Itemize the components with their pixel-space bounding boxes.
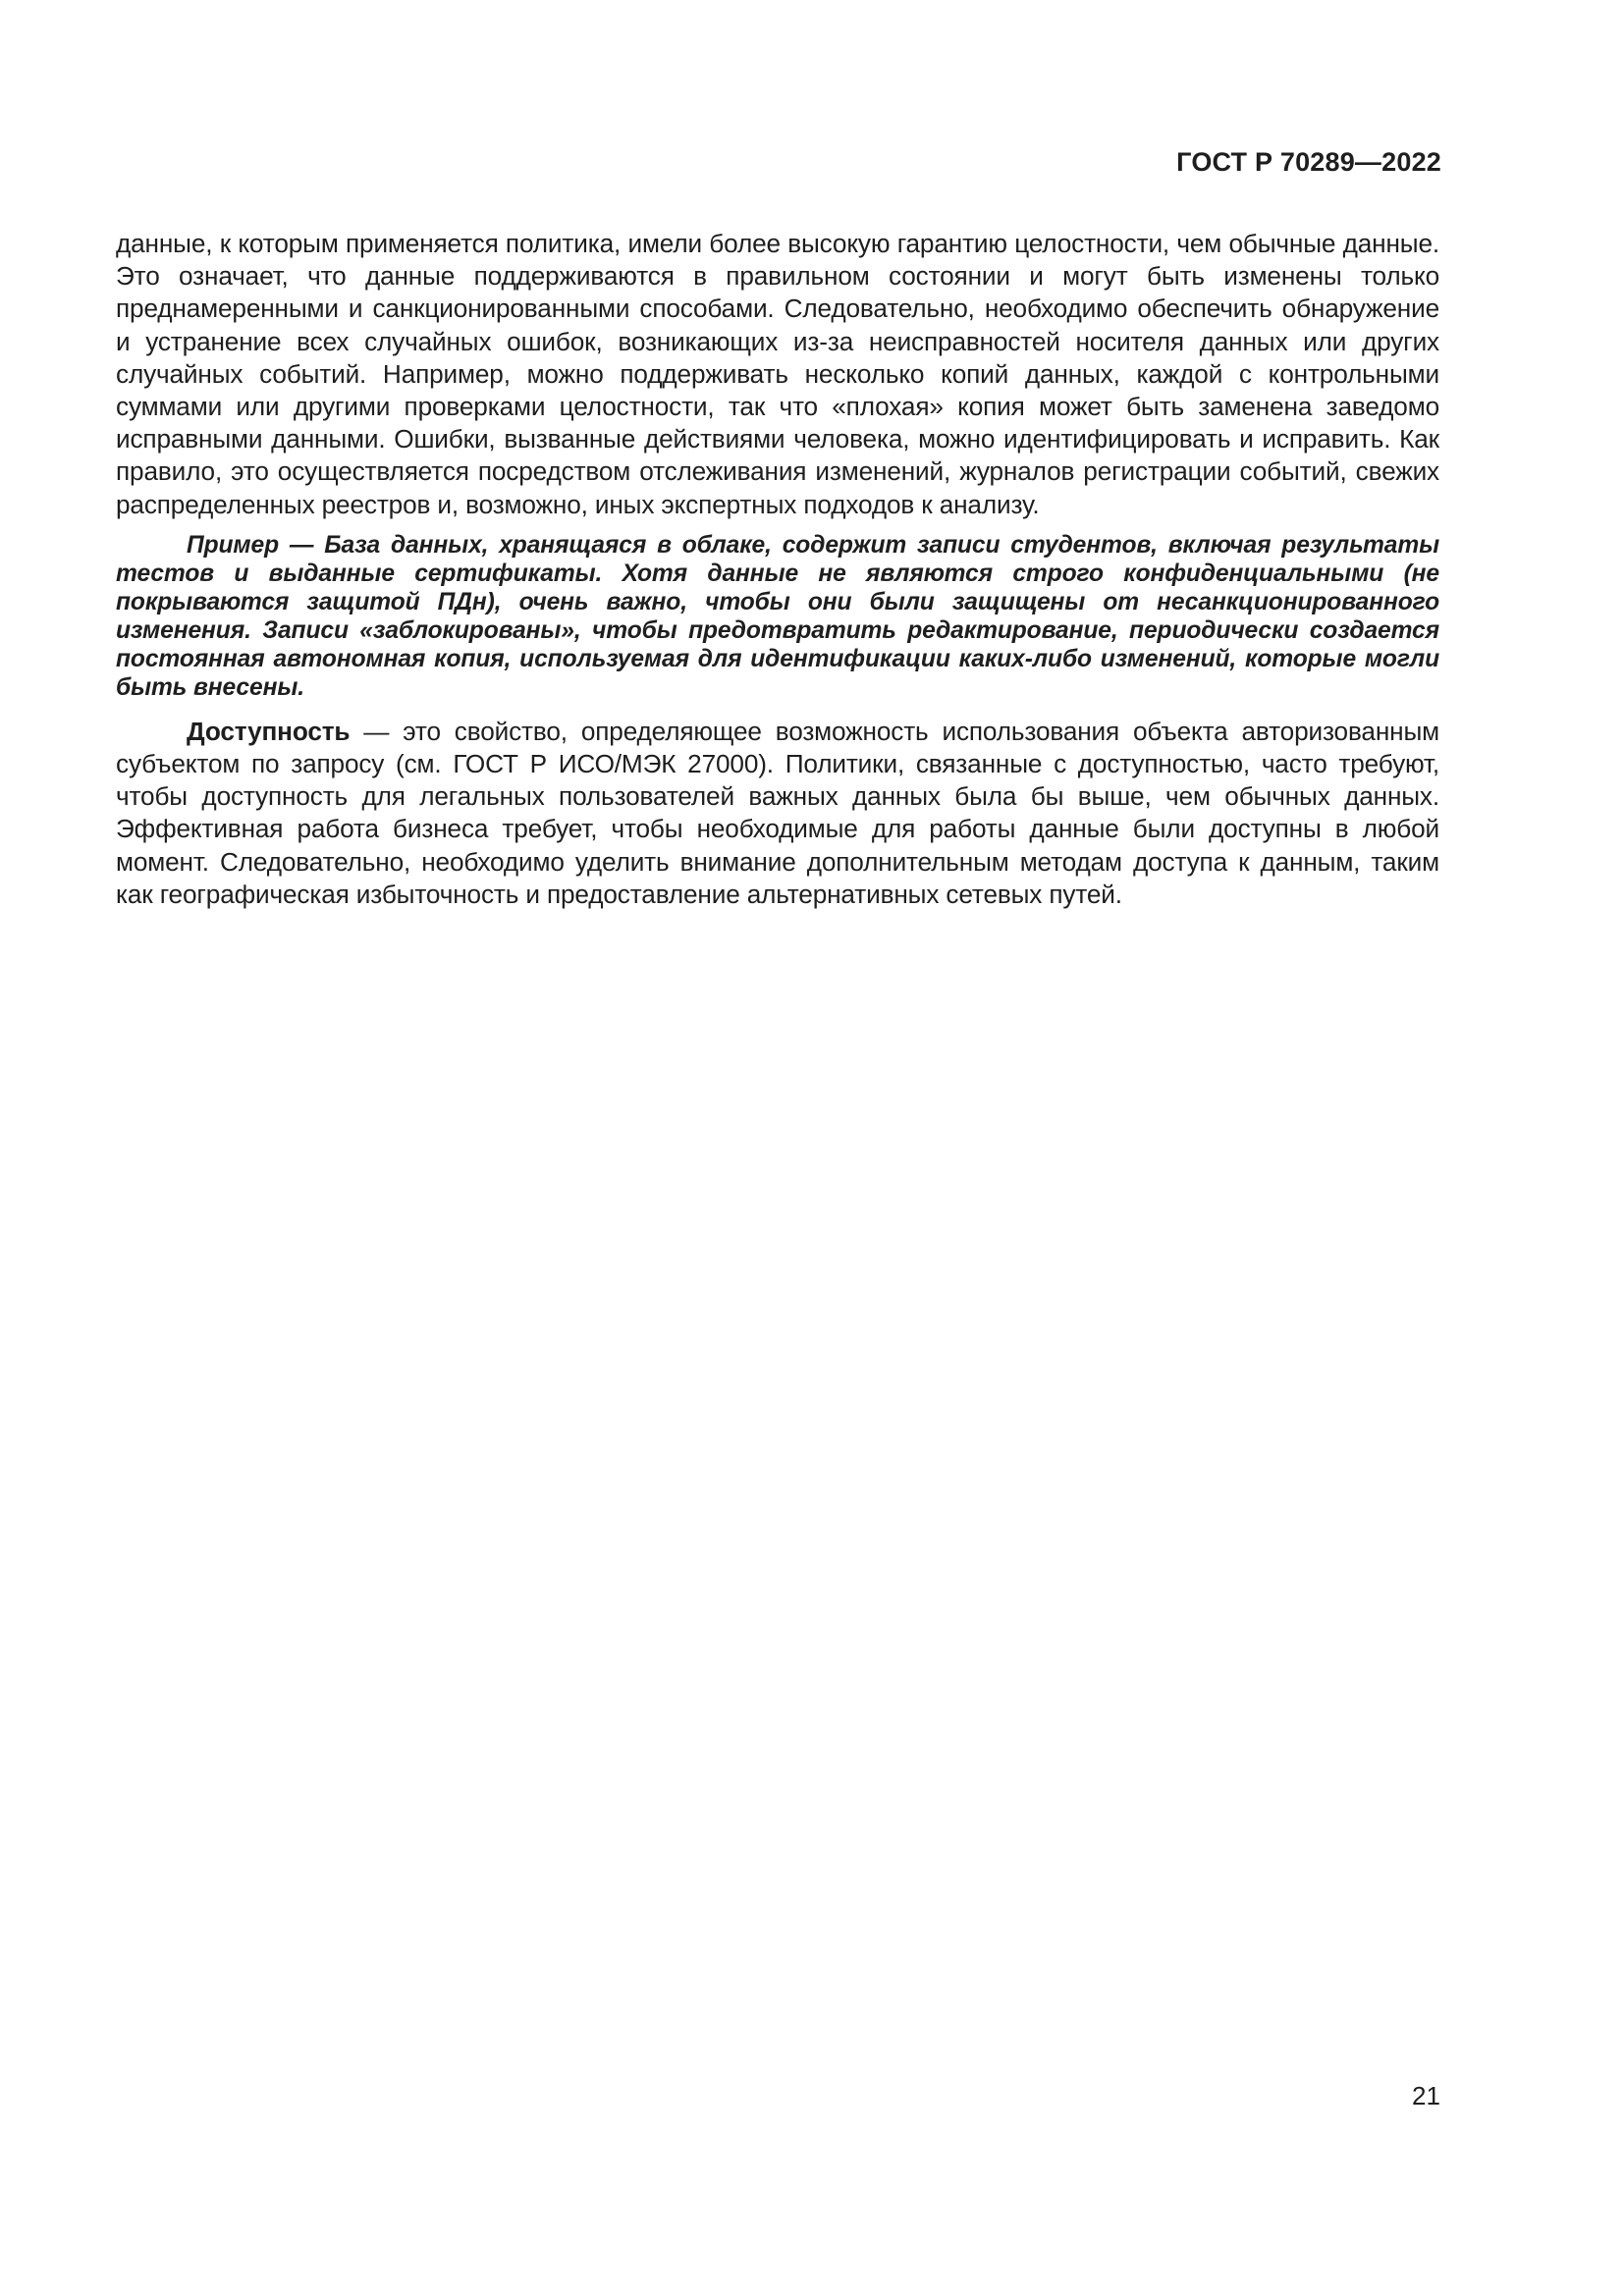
availability-definition: — это свойство, определяющее возможность использования объекта авторизованным субъектом по запросу (см. ГОСТ Р ИСО/МЭК 27000). Политики, связанные с доступностью, часто требуют, чтобы доступность для легальных пользователей важных данных была бы выше, чем обычных данных. Эффективная работа бизнеса требует, чтобы необходимые для работы данные были доступны в любой момент. Следовательно, необходимо уделить внимание дополнительным методам доступа к данным, таким как географическая избыточность и предоставление альтернативных сетевых путей. [116, 716, 1439, 909]
page-body [116, 228, 1439, 911]
page-number: 21 [1412, 2081, 1440, 2110]
example-note: Пример — База данных, хранящаяся в облаке, содержит записи студентов, включая результаты тестов и выданные сертификаты. Хотя данные не являются строго конфиденциальными (не покрываются защитой ПДн), очень важно, чтобы они были защищены от несанкционированного изменения. Записи «заблокированы», чтобы предотвратить редактирование, периодически создается постоянная автономная копия, используемая для идентификации каких-либо изменений, которые могли быть внесены. [116, 531, 1439, 701]
integrity-paragraph: данные, к которым применяется политика, имели более высокую гарантию целостности, чем обычные данные. Это означает, что данные поддерживаются в правильном состоянии и могут быть изменены только преднамеренными и санкционированными способами. Следовательно, необходимо обеспечить обнаружение и устранение всех случайных ошибок, возникающих из-за неисправностей носителя данных или других случайных событий. Например, можно поддерживать несколько копий данных, каждой с контрольными суммами или другими проверками целостности, так что «плохая» копия может быть заменена заведомо исправными данными. Ошибки, вызванные действиями человека, можно идентифицировать и исправить. Как правило, это осуществляется посредством отслеживания изменений, журналов регистрации событий, свежих распределенных реестров и, возможно, иных экспертных подходов к анализу. [116, 229, 1439, 519]
availability-paragraph [116, 716, 1439, 911]
document-code-header: ГОСТ Р 70289—2022 [1176, 147, 1441, 177]
availability-term: Доступность [187, 716, 351, 746]
